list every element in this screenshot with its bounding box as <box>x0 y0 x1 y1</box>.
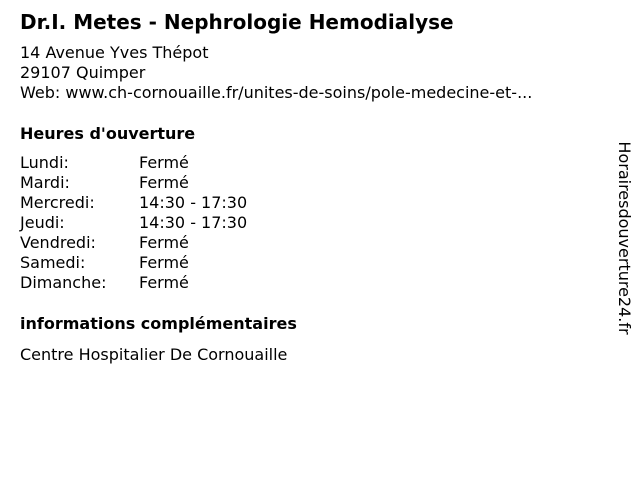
additional-info-heading: informations complémentaires <box>20 314 297 333</box>
day-hours: Fermé <box>139 233 189 252</box>
day-hours: Fermé <box>139 273 189 292</box>
address-street: 14 Avenue Yves Thépot <box>20 43 209 62</box>
hours-row-tuesday <box>20 173 320 193</box>
day-label: Mardi: <box>20 173 70 192</box>
site-watermark: Horairesdouverture24.fr <box>615 141 634 335</box>
day-label: Vendredi: <box>20 233 96 252</box>
hours-row-friday <box>20 233 320 253</box>
day-label: Lundi: <box>20 153 69 172</box>
address-block <box>20 43 532 103</box>
website-link[interactable]: Web: www.ch-cornouaille.fr/unites-de-soins/pole-medecine-et-... <box>20 83 533 102</box>
day-hours: 14:30 - 17:30 <box>139 193 248 212</box>
day-label: Jeudi: <box>20 213 65 232</box>
day-label: Samedi: <box>20 253 86 272</box>
day-label: Mercredi: <box>20 193 95 212</box>
day-hours: Fermé <box>139 253 189 272</box>
hours-row-thursday <box>20 213 320 233</box>
business-name: Dr.I. Metes - Nephrologie Hemodialyse <box>20 10 454 34</box>
address-city: 29107 Quimper <box>20 63 146 82</box>
hours-row-sunday <box>20 273 320 293</box>
opening-hours-heading: Heures d'ouverture <box>20 124 196 143</box>
additional-info-text: Centre Hospitalier De Cornouaille <box>20 345 288 364</box>
hours-row-wednesday <box>20 193 320 213</box>
day-hours: 14:30 - 17:30 <box>139 213 248 232</box>
opening-hours-table <box>20 153 320 293</box>
day-hours: Fermé <box>139 153 189 172</box>
hours-row-monday <box>20 153 320 173</box>
day-label: Dimanche: <box>20 273 107 292</box>
hours-row-saturday <box>20 253 320 273</box>
day-hours: Fermé <box>139 173 189 192</box>
